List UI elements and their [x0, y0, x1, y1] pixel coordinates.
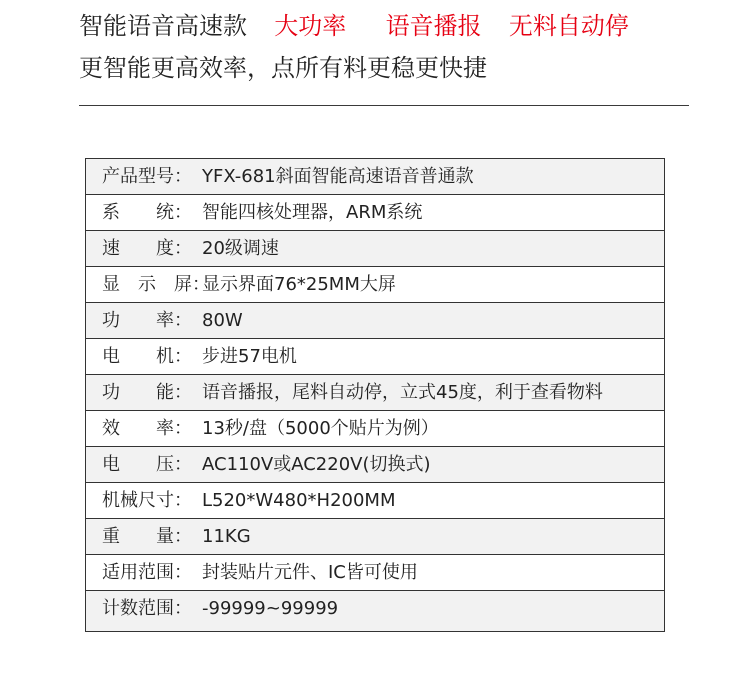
- spec-value: 智能四核处理器，ARM系统: [202, 202, 423, 223]
- spec-row-motor: [86, 339, 664, 375]
- spec-label: 系 统：: [102, 202, 192, 223]
- headline-feature-voice: 语音播报: [385, 12, 482, 40]
- headline-feature-power: 大功率: [274, 12, 347, 40]
- spec-label: 功 能：: [102, 382, 192, 403]
- spec-value: 80W: [202, 310, 243, 331]
- spec-row-speed: [86, 231, 664, 267]
- spec-value: -99999~99999: [202, 598, 339, 619]
- subtitle: 更智能更高效率，点所有料更稳更快捷: [79, 54, 487, 82]
- spec-value: 封装贴片元件、IC皆可使用: [202, 562, 418, 583]
- spec-label: 机械尺寸：: [102, 490, 192, 511]
- spec-value: 语音播报，尾料自动停，立式45度，利于查看物料: [202, 382, 603, 403]
- spec-value: 13秒/盘（5000个贴片为例）: [202, 418, 439, 439]
- spec-row-applicable: [86, 555, 664, 591]
- spec-label: 计数范围：: [102, 598, 192, 619]
- spec-value: 显示界面76*25MM大屏: [202, 274, 396, 295]
- spec-row-dimensions: [86, 483, 664, 519]
- spec-label: 速 度：: [102, 238, 192, 259]
- spec-table: [85, 158, 665, 632]
- spec-row-efficiency: [86, 411, 664, 447]
- spec-label: 电 压：: [102, 454, 192, 475]
- product-header: [79, 10, 689, 84]
- spec-label: 电 机：: [102, 346, 192, 367]
- spec-label: 效 率：: [102, 418, 192, 439]
- spec-value: 20级调速: [202, 238, 279, 259]
- spec-value: YFX-681斜面智能高速语音普通款: [202, 166, 474, 187]
- headline: [79, 10, 689, 42]
- spec-row-function: [86, 375, 664, 411]
- spec-label: 产品型号：: [102, 166, 192, 187]
- spec-row-count-range: [86, 591, 664, 631]
- spec-label: 功 率：: [102, 310, 192, 331]
- headline-title: 智能语音高速款: [79, 12, 247, 40]
- spec-row-voltage: [86, 447, 664, 483]
- spec-value: 步进57电机: [202, 346, 297, 367]
- spec-row-weight: [86, 519, 664, 555]
- spec-row-display: [86, 267, 664, 303]
- spec-label: 显 示 屏：: [102, 274, 210, 295]
- header-divider: [79, 105, 689, 106]
- spec-label: 重 量：: [102, 526, 192, 547]
- spec-value: AC110V或AC220V(切换式): [202, 454, 431, 475]
- headline-feature-autostop: 无料自动停: [508, 12, 629, 40]
- spec-label: 适用范围：: [102, 562, 192, 583]
- spec-row-power: [86, 303, 664, 339]
- spec-row-model: [86, 159, 664, 195]
- spec-row-system: [86, 195, 664, 231]
- spec-value: L520*W480*H200MM: [202, 490, 396, 511]
- spec-value: 11KG: [202, 526, 251, 547]
